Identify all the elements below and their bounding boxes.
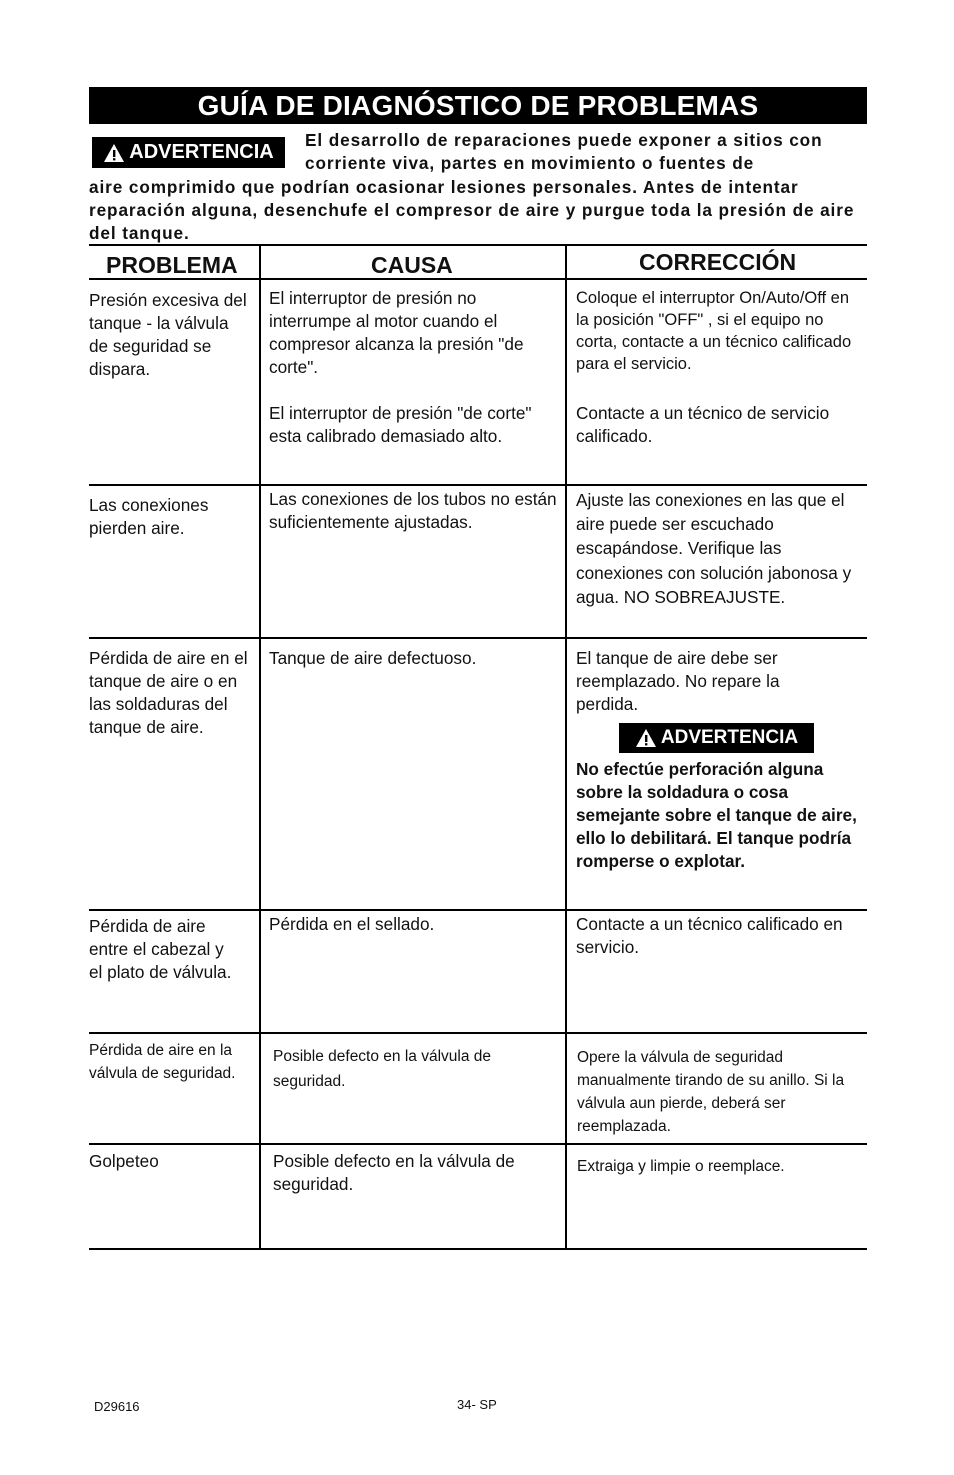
row-divider <box>89 637 867 639</box>
cause-cell: Tanque de aire defectuoso. <box>269 648 477 668</box>
warning-text-rest: aire comprimido que podrían ocasionar lesiones personales. Antes de intentar reparación alguna, desenchufe el compresor de aire y purgue toda la presión de aire del tanque. <box>89 177 855 243</box>
cause-cell: Posible defecto en la válvula de seguridad. <box>273 1151 515 1194</box>
page-title: GUÍA DE DIAGNÓSTICO DE PROBLEMAS <box>89 87 867 124</box>
correction-cell: El tanque de aire debe ser reemplazado. No repare la perdida. <box>576 648 780 714</box>
table-top-rule <box>89 244 867 246</box>
column-divider <box>259 244 261 1249</box>
cause-cell: El interruptor de presión "de corte" esta calibrado demasiado alto. <box>269 403 532 446</box>
warning-triangle-icon <box>635 728 657 748</box>
warning-badge <box>92 137 285 168</box>
cause-cell: Posible defecto en la válvula de seguridad. <box>273 1048 492 1090</box>
warning-badge <box>619 723 814 753</box>
table-bottom-rule <box>89 1248 867 1250</box>
column-divider <box>565 244 567 1249</box>
header-correction: CORRECCIÓN <box>639 249 797 275</box>
cause-cell: Pérdida en el sellado. <box>269 914 435 934</box>
row-divider <box>89 1143 867 1145</box>
warning-label: ADVERTENCIA <box>129 141 274 163</box>
warning-label: ADVERTENCIA <box>660 727 799 748</box>
cause-cell: Las conexiones de los tubos no están suficientemente ajustadas. <box>269 489 557 532</box>
problem-cell: Pérdida de aire en el tanque de aire o en las soldaduras del tanque de aire. <box>89 648 248 737</box>
correction-cell: Contacte a un técnico calificado en servicio. <box>576 914 843 957</box>
problem-cell: Pérdida de aire en la válvula de seguridad. <box>89 1042 236 1082</box>
row-divider <box>89 909 867 911</box>
correction-cell: Extraiga y limpie o reemplace. <box>577 1158 785 1175</box>
header-problem: PROBLEMA <box>106 252 238 278</box>
problem-cell: Golpeteo <box>89 1151 159 1171</box>
row-divider <box>89 484 867 486</box>
problem-cell: Presión excesiva del tanque - la válvula de seguridad se dispara. <box>89 290 247 379</box>
correction-cell: Coloque el interruptor On/Auto/Off en la posición "OFF" , si el equipo no corta, contacte a un técnico calificado para el servicio. <box>576 289 852 373</box>
correction-cell: Opere la válvula de seguridad manualmente tirando de su anillo. Si la válvula aun pierde, deberá ser reemplazada. <box>577 1049 845 1135</box>
correction-cell: Contacte a un técnico de servicio calificado. <box>576 403 830 446</box>
document-number: D29616 <box>94 1399 140 1414</box>
header-cause: CAUSA <box>371 252 453 278</box>
warning-text-first: El desarrollo de reparaciones puede exponer a sitios con corriente viva, partes en movimiento o fuentes de <box>305 130 823 173</box>
problem-cell: Las conexiones pierden aire. <box>89 495 209 538</box>
problem-cell: Pérdida de aire entre el cabezal y el plato de válvula. <box>89 916 232 982</box>
warning-triangle-icon <box>103 143 125 163</box>
page-number: 34- SP <box>457 1397 497 1412</box>
correction-cell: Ajuste las conexiones en las que el aire puede ser escuchado escapándose. Verifique las conexiones con solución jabonosa y agua. NO SOBREAJUSTE. <box>576 490 852 607</box>
cause-cell: El interruptor de presión no interrumpe al motor cuando el compresor alcanza la presión "de corte". <box>269 288 524 377</box>
row-divider <box>89 1032 867 1034</box>
correction-warning-text: No efectúe perforación alguna sobre la soldadura o cosa semejante sobre el tanque de aire, ello lo debilitará. El tanque podría romperse o explotar. <box>576 759 857 871</box>
